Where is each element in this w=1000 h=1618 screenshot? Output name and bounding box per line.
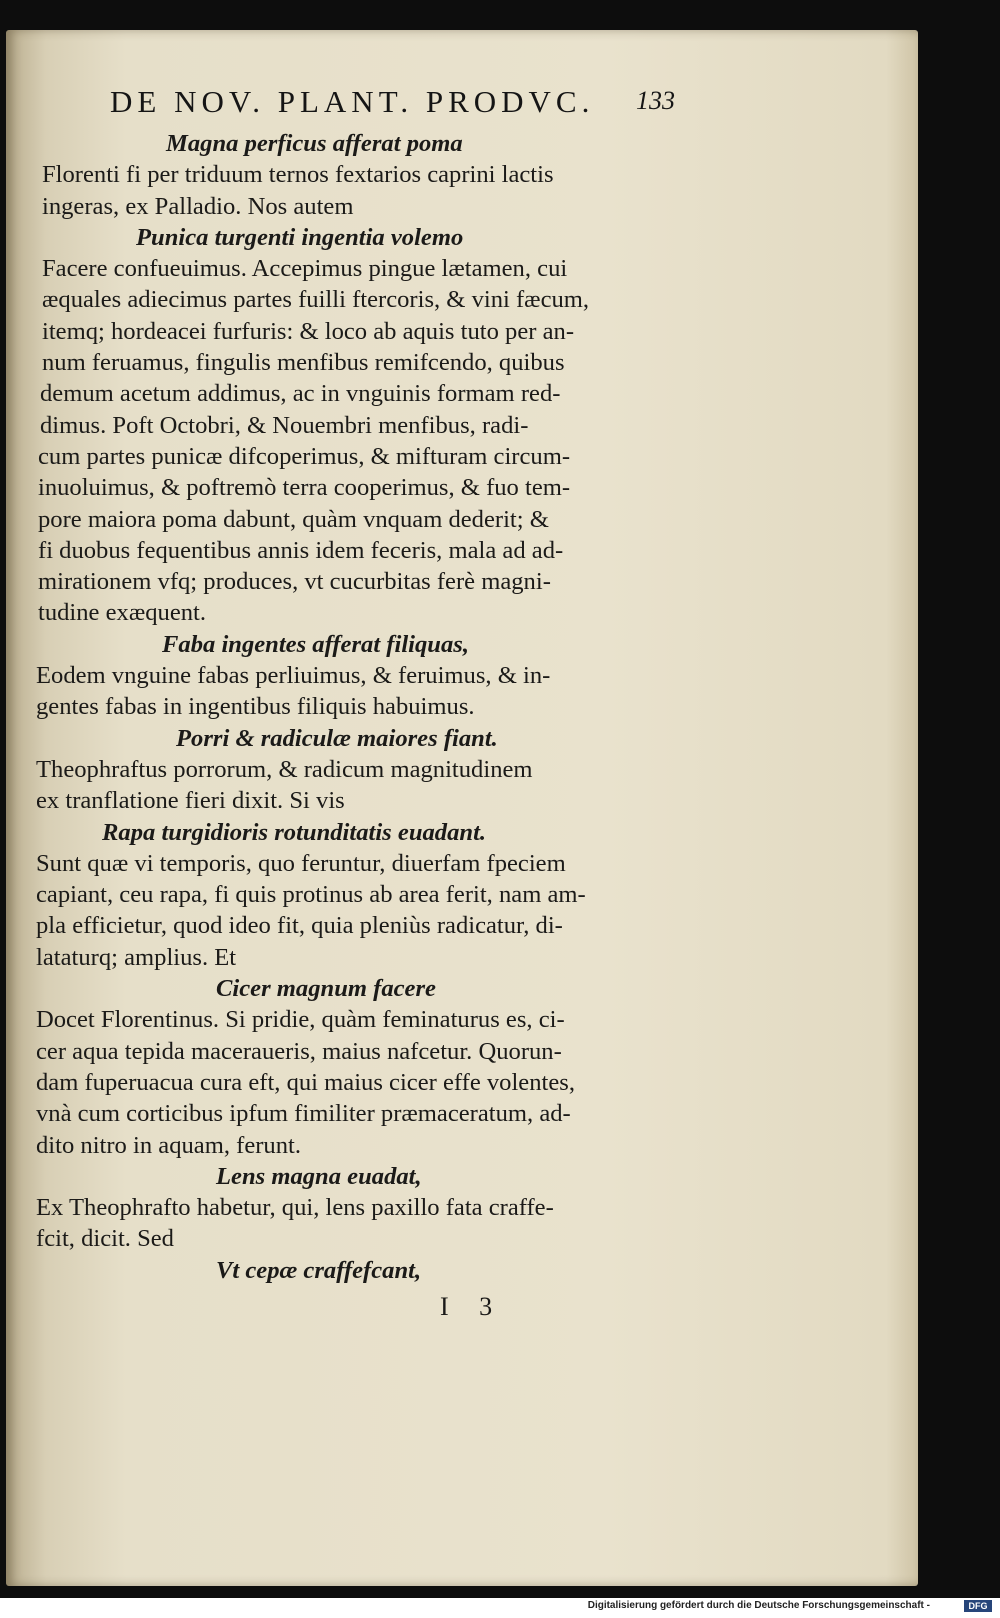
section-heading: Magna perficus afferat poma [166, 130, 463, 157]
text-line: vnà cum corticibus ipfum fimiliter præmaceratum, ad- [36, 1100, 571, 1128]
signature-mark: I 3 [440, 1292, 505, 1321]
text-line: lataturq; amplius. Et [36, 943, 237, 971]
text-line: dimus. Poft Octobri, & Nouembri menfibus, radi- [40, 411, 529, 439]
text-line: cum partes punicæ difcoperimus, & mifturam circum- [38, 442, 571, 470]
section-heading: Lens magna euadat, [216, 1162, 422, 1190]
text-line: fcit, dicit. Sed [36, 1225, 174, 1253]
text-line: num feruamus, fingulis menfibus remifcendo, quibus [42, 349, 565, 377]
text-line: gentes fabas in ingentibus filiquis habuimus. [36, 693, 475, 721]
text-line: Docet Florentinus. Si pridie, quàm feminaturus es, ci- [36, 1006, 565, 1034]
text-line: capiant, ceu rapa, fi quis protinus ab area ferit, nam am- [36, 881, 586, 909]
section-heading: Porri & radiculæ maiores fiant. [176, 724, 498, 752]
text-line: cer aqua tepida maceraueris, maius nafcetur. Quorun- [36, 1037, 562, 1065]
text-line: Theophraftus porrorum, & radicum magnitudinem [36, 755, 533, 783]
text-line: fi duobus fequentibus annis idem feceris, mala ad ad- [38, 536, 564, 564]
page-number: 133 [636, 86, 675, 115]
text-block [36, 128, 668, 1286]
text-line: Ex Theophrafto habetur, qui, lens paxillo fata craffe- [36, 1194, 554, 1222]
dfg-logo: DFG [964, 1600, 992, 1612]
section-heading: Vt cepæ craffefcant, [216, 1256, 422, 1284]
section-heading: Faba ingentes afferat filiquas, [162, 630, 469, 658]
running-title: DE NOV. PLANT. PRODVC. [110, 84, 595, 119]
text-line: ingeras, ex Palladio. Nos autem [42, 192, 354, 220]
section-heading: Punica turgenti ingentia volemo [136, 223, 464, 251]
text-line: demum acetum addimus, ac in vnguinis formam red- [40, 380, 561, 408]
text-line: pore maiora poma dabunt, quàm vnquam dederit; & [38, 505, 549, 533]
text-line: inuoluimus, & poftremò terra cooperimus, & fuo tem- [38, 474, 571, 502]
digitization-credit: Digitalisierung gefördert durch die Deutsche Forschungsgemeinschaft - [587, 1600, 930, 1611]
text-line: ex tranflatione fieri dixit. Si vis [36, 787, 345, 815]
text-line: pla efficietur, quod ideo fit, quia pleniùs radicatur, di- [36, 912, 563, 940]
text-line: mirationem vfq; produces, vt cucurbitas ferè magni- [38, 568, 551, 596]
text-line: Facere confueuimus. Accepimus pingue lætamen, cui [42, 255, 568, 283]
text-line: tudine exæquent. [38, 599, 207, 627]
text-line: itemq; hordeacei furfuris: & loco ab aquis tuto per an- [42, 317, 575, 345]
text-line: dam fuperuacua cura eft, qui maius cicer effe volentes, [36, 1068, 575, 1096]
text-line: Eodem vnguine fabas perliuimus, & feruimus, & in- [36, 662, 551, 690]
section-heading: Rapa turgidioris rotunditatis euadant. [102, 818, 487, 846]
text-line: dito nitro in aquam, ferunt. [36, 1131, 302, 1159]
text-line: æquales adiecimus partes fuilli ftercoris, & vini fæcum, [42, 286, 590, 314]
section-heading: Cicer magnum facere [216, 975, 436, 1003]
text-line: Florenti fi per triduum ternos fextarios caprini lactis [42, 161, 554, 189]
text-line: Sunt quæ vi temporis, quo feruntur, diuerfam fpeciem [36, 849, 566, 877]
